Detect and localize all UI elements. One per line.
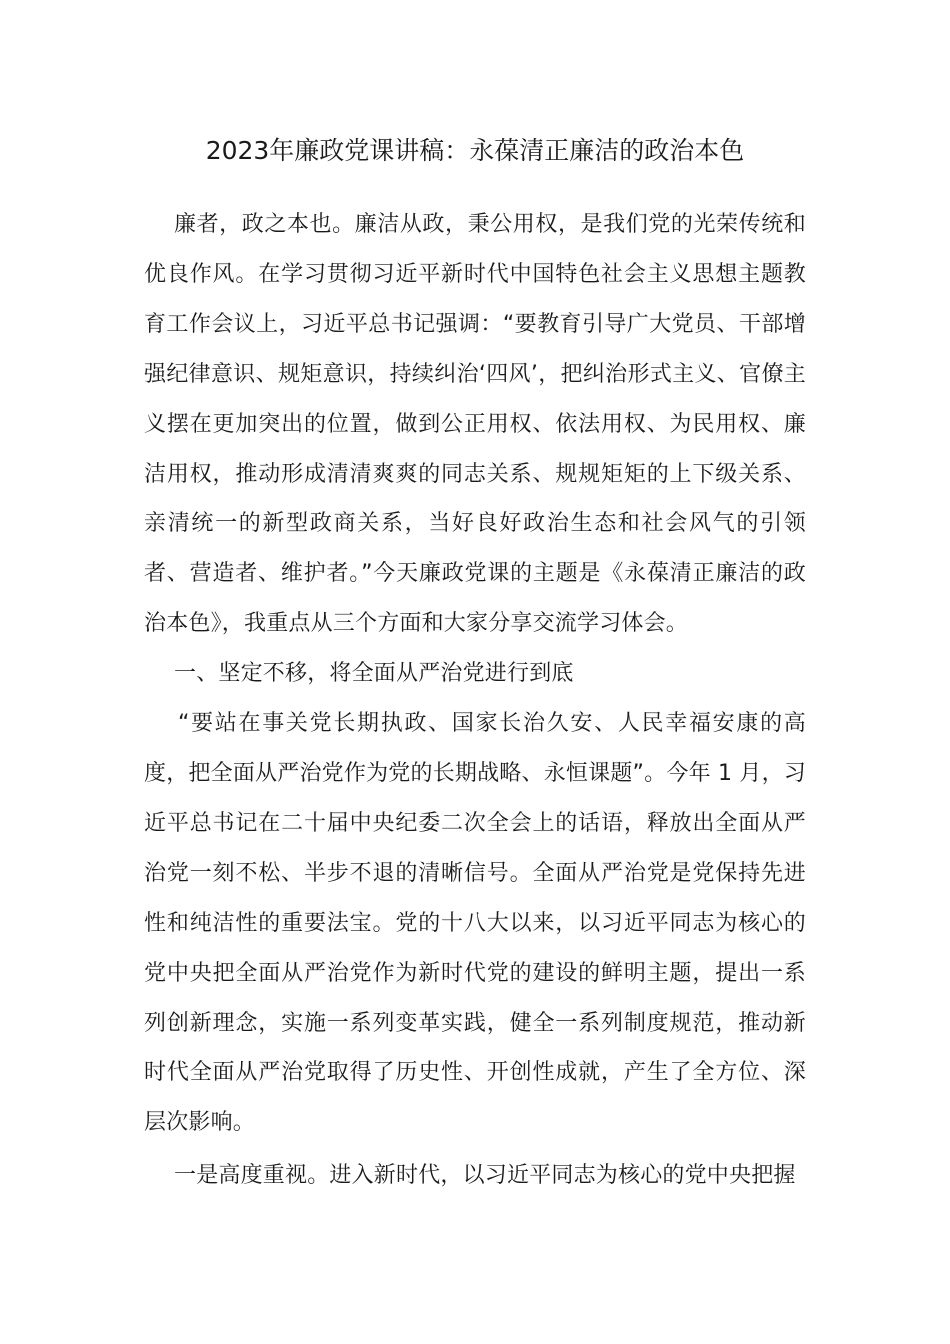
- document-body: [144, 200, 806, 1201]
- paragraph-intro: 廉者，政之本也。廉洁从政，秉公用权，是我们党的光荣传统和优良作风。在学习贯彻习近平新时代中国特色社会主义思想主题教育工作会议上，习近平总书记强调：“要教育引导广大党员、干部增强纪律意识、规矩意识，持续纠治‘四风’，把纠治形式主义、官僚主义摆在更加突出的位置，做到公正用权、依法用权、为民用权、廉洁用权，推动形成清清爽爽的同志关系、规规矩矩的上下级关系、亲清统一的新型政商关系，当好良好政治生态和社会风气的引领者、营造者、维护者。”今天廉政党课的主题是《永葆清正廉洁的政治本色》，我重点从三个方面和大家分享交流学习体会。: [144, 212, 806, 637]
- section-heading-1: 一、坚定不移，将全面从严治党进行到底: [174, 661, 574, 687]
- paragraph-section-1: “要站在事关党长期执政、国家长治久安、人民幸福安康的高度，把全面从严治党作为党的长期战略、永恒课题”。今年 1 月，习近平总书记在二十届中央纪委二次全会上的话语，释放出全面从严治党一刻不松、半步不退的清晰信号。全面从严治党是党保持先进性和纯洁性的重要法宝。党的十八大以来，以习近平同志为核心的党中央把全面从严治党作为新时代党的建设的鲜明主题，提出一系列创新理念，实施一系列变革实践，健全一系列制度规范，推动新时代全面从严治党取得了历史性、开创性成就，产生了全方位、深层次影响。: [144, 711, 806, 1136]
- paragraph-point-1: 一是高度重视。进入新时代，以习近平同志为核心的党中央把握: [174, 1163, 796, 1189]
- document-title: 2023年廉政党课讲稿：永葆清正廉洁的政治本色: [205, 136, 745, 165]
